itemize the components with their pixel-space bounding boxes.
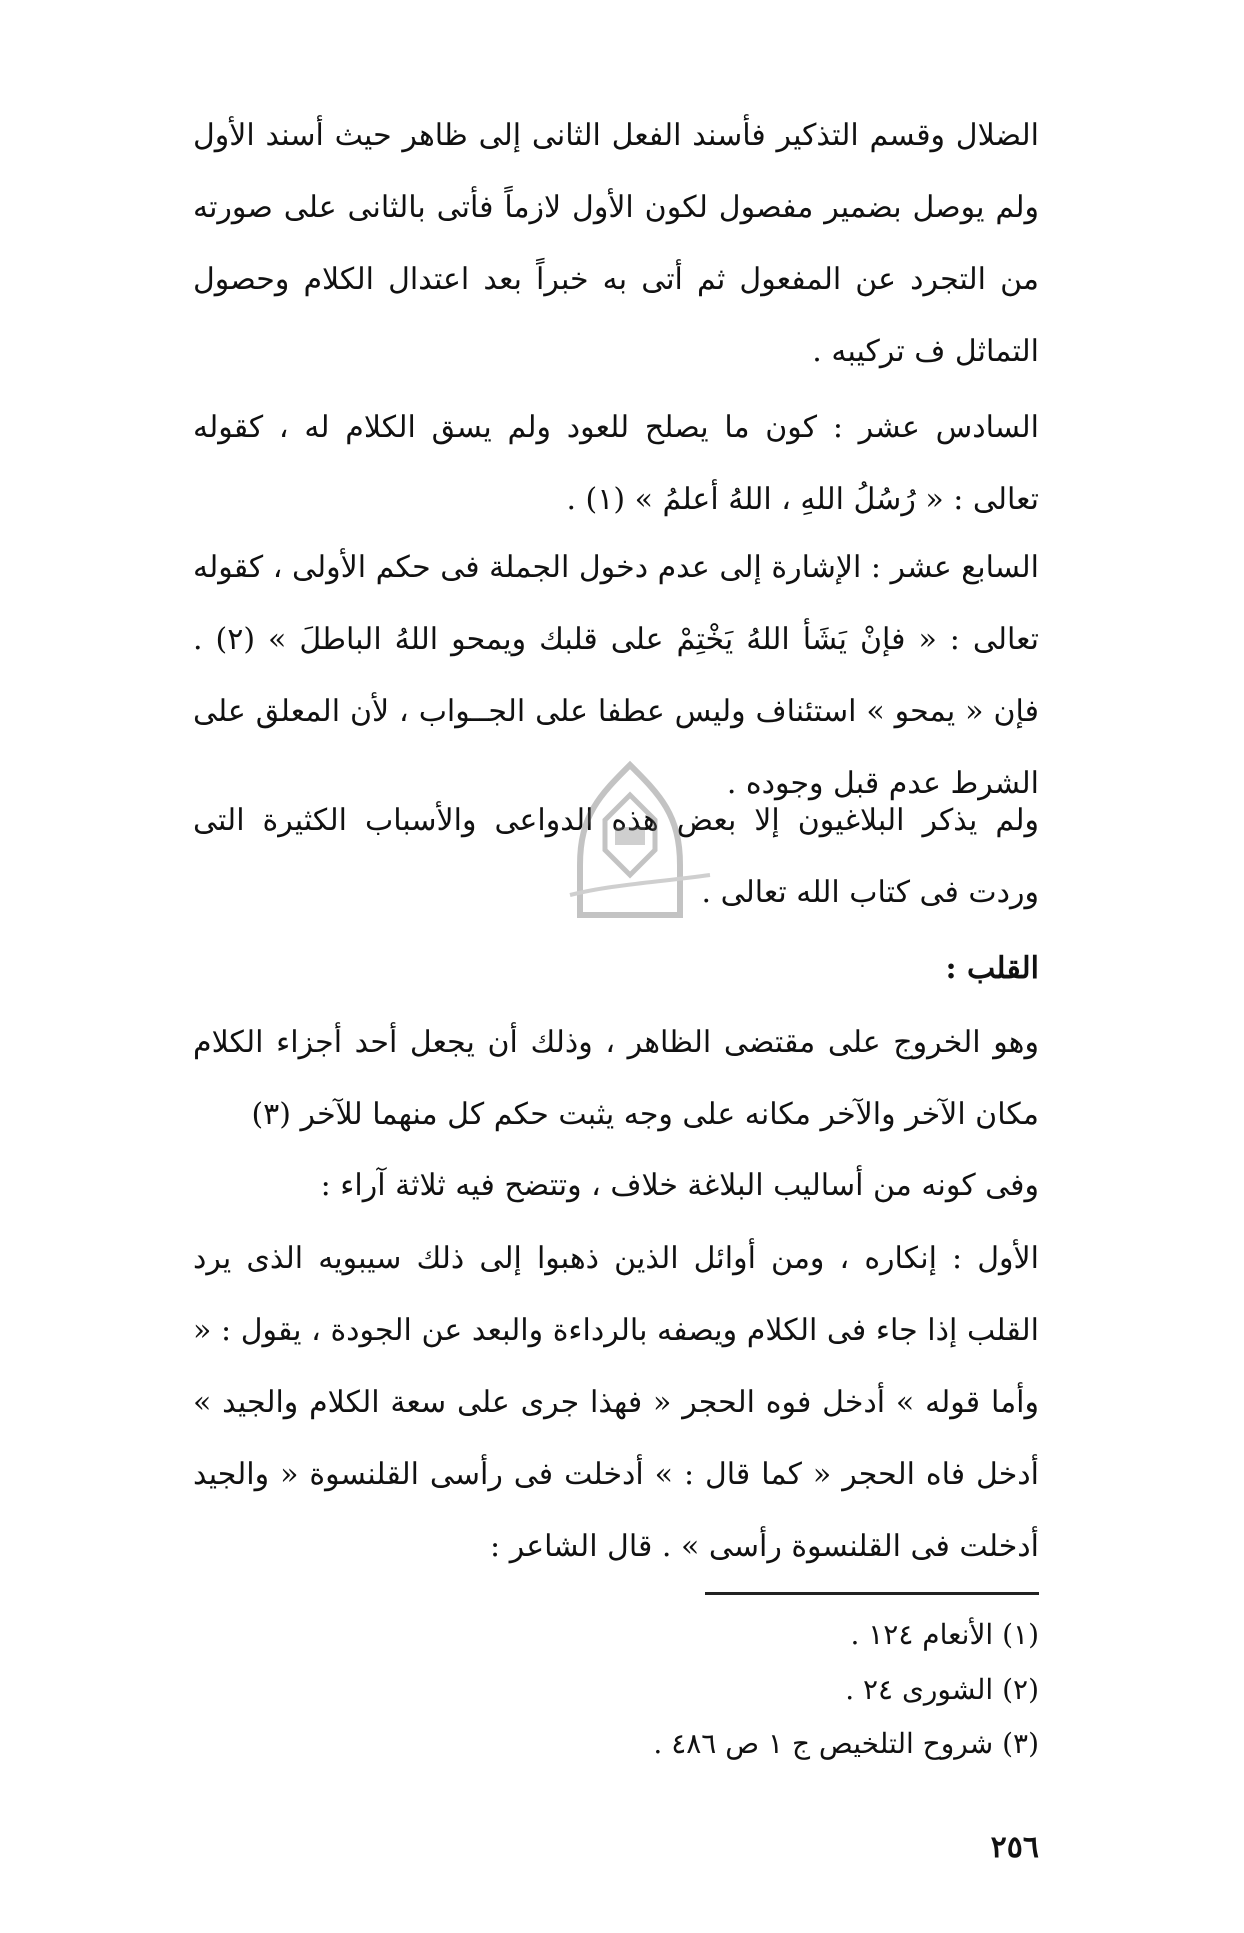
paragraph-text: الأول : إنكاره ، ومن أوائل الذين ذهبوا إلى ذلك سيبويه الذى يرد القلب إذا جاء فى الكلام ويصفه بالرداءة والبعد عن الجودة ، يقول : « وأما قوله » أدخل فوه الحجر « فهذا جرى على سعة الكلام والجيد » أدخل فاه الحجر « كما قال : » أدخلت فى رأسى القلنسوة « والجيد أدخلت فى القلنسوة رأسى » . قال الشاعر : (193, 1241, 1039, 1564)
section-heading: القلب : (945, 951, 1039, 986)
paragraph-text: الضلال وقسم التذكير فأسند الفعل الثانى إلى ظاهر حيث أسند الأول ولم يوصل بضمير مفصول لكون الأول لازماً فأتى بالثانى على صورته من التجرد عن المفعول ثم أتى به خبراً بعد اعتدال الكلام وحصول التماثل ف تركيبه . (193, 118, 1039, 369)
footnote: (٢) الشورى ٢٤ . (845, 1673, 1039, 1706)
paragraph-text: ولم يذكر البلاغيون إلا بعض هذه الدواعى والأسباب الكثيرة التى وردت فى كتاب الله تعالى . (193, 803, 1039, 910)
footnote-divider (705, 1592, 1039, 1595)
paragraph-text: السادس عشر : كون ما يصلح للعود ولم يسق الكلام له ، كقوله تعالى : « رُسُلُ اللهِ ، اللهُ أعلمُ » (١) . (193, 410, 1039, 517)
paragraph (193, 1007, 1039, 1151)
paragraph (193, 392, 1039, 536)
paragraph (193, 1150, 1039, 1222)
paragraph-text: وهو الخروج على مقتضى الظاهر ، وذلك أن يجعل أحد أجزاء الكلام مكان الآخر والآخر مكانه على وجه يثبت حكم كل منهما للآخر (٣) (193, 1025, 1039, 1132)
watermark-emblem-icon (540, 755, 720, 935)
paragraph-text: السابع عشر : الإشارة إلى عدم دخول الجملة فى حكم الأولى ، كقوله تعالى : « فإنْ يَشَأ اللهُ يَخْتِمْ على قلبك ويمحو اللهُ الباطلَ » (٢) . فإن « يمحو » استئناف وليس عطفا على الجــواب ، لأن المعلق على الشرط عدم قبل وجوده . (193, 550, 1039, 801)
footnote: (١) الأنعام ١٢٤ . (850, 1618, 1039, 1651)
footnote: (٣) شروح التلخيص ج ١ ص ٤٨٦ . (653, 1727, 1039, 1760)
paragraph (193, 1223, 1039, 1583)
page-number: ٢٥٦ (990, 1830, 1039, 1865)
paragraph (193, 100, 1039, 388)
paragraph-text: وفى كونه من أساليب البلاغة خلاف ، وتتضح فيه ثلاثة آراء : (320, 1168, 1039, 1203)
